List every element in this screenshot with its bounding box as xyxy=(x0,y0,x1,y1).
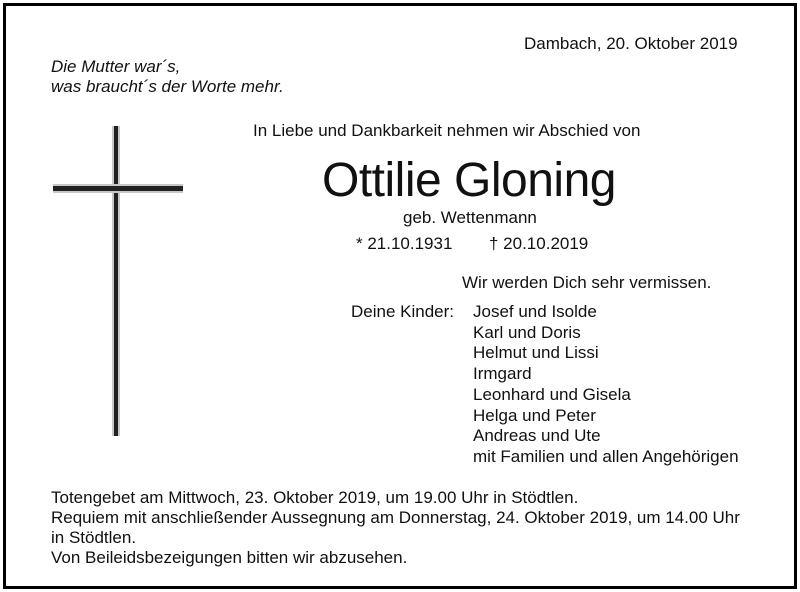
list-item: Helmut und Lissi xyxy=(473,343,599,363)
list-item: Leonhard und Gisela xyxy=(473,384,631,404)
place-date: Dambach, 20. Oktober 2019 xyxy=(524,34,738,53)
list-item: Irmgard xyxy=(473,364,532,384)
motto xyxy=(51,57,284,97)
motto-line-2: was braucht´s der Worte mehr. xyxy=(51,77,284,96)
cross-vertical-bar xyxy=(112,126,120,436)
list-item: Helga und Peter xyxy=(473,405,596,425)
footer-line: Totengebet am Mittwoch, 23. Oktober 2019, um 19.00 Uhr in Stödtlen. xyxy=(51,488,579,507)
deceased-name: Ottilie Gloning xyxy=(322,154,616,207)
service-info xyxy=(51,488,740,568)
cross-horizontal-bar xyxy=(53,184,183,193)
footer-line: Von Beileidsbezeigungen bitten wir abzusehen. xyxy=(51,548,408,567)
list-item: Andreas und Ute xyxy=(473,426,601,446)
death-date: † 20.10.2019 xyxy=(489,234,589,253)
children-list xyxy=(473,302,739,468)
list-item: Karl und Doris xyxy=(473,322,581,342)
birth-date: * 21.10.1931 xyxy=(356,234,453,253)
intro-text: In Liebe und Dankbarkeit nehmen wir Abschied von xyxy=(253,121,641,140)
miss-you-text: Wir werden Dich sehr vermissen. xyxy=(462,273,712,292)
footer-line: Requiem mit anschließender Aussegnung am Donnerstag, 24. Oktober 2019, um 14.00 Uhr xyxy=(51,508,740,527)
maiden-name: geb. Wettenmann xyxy=(403,208,537,227)
list-item: mit Familien und allen Angehörigen xyxy=(473,446,739,466)
cross-icon xyxy=(53,126,183,436)
footer-line: in Stödtlen. xyxy=(51,528,137,547)
obituary-notice xyxy=(3,3,797,589)
motto-line-1: Die Mutter war´s, xyxy=(51,57,181,76)
children-label: Deine Kinder: xyxy=(351,302,455,321)
list-item: Josef und Isolde xyxy=(473,302,597,321)
